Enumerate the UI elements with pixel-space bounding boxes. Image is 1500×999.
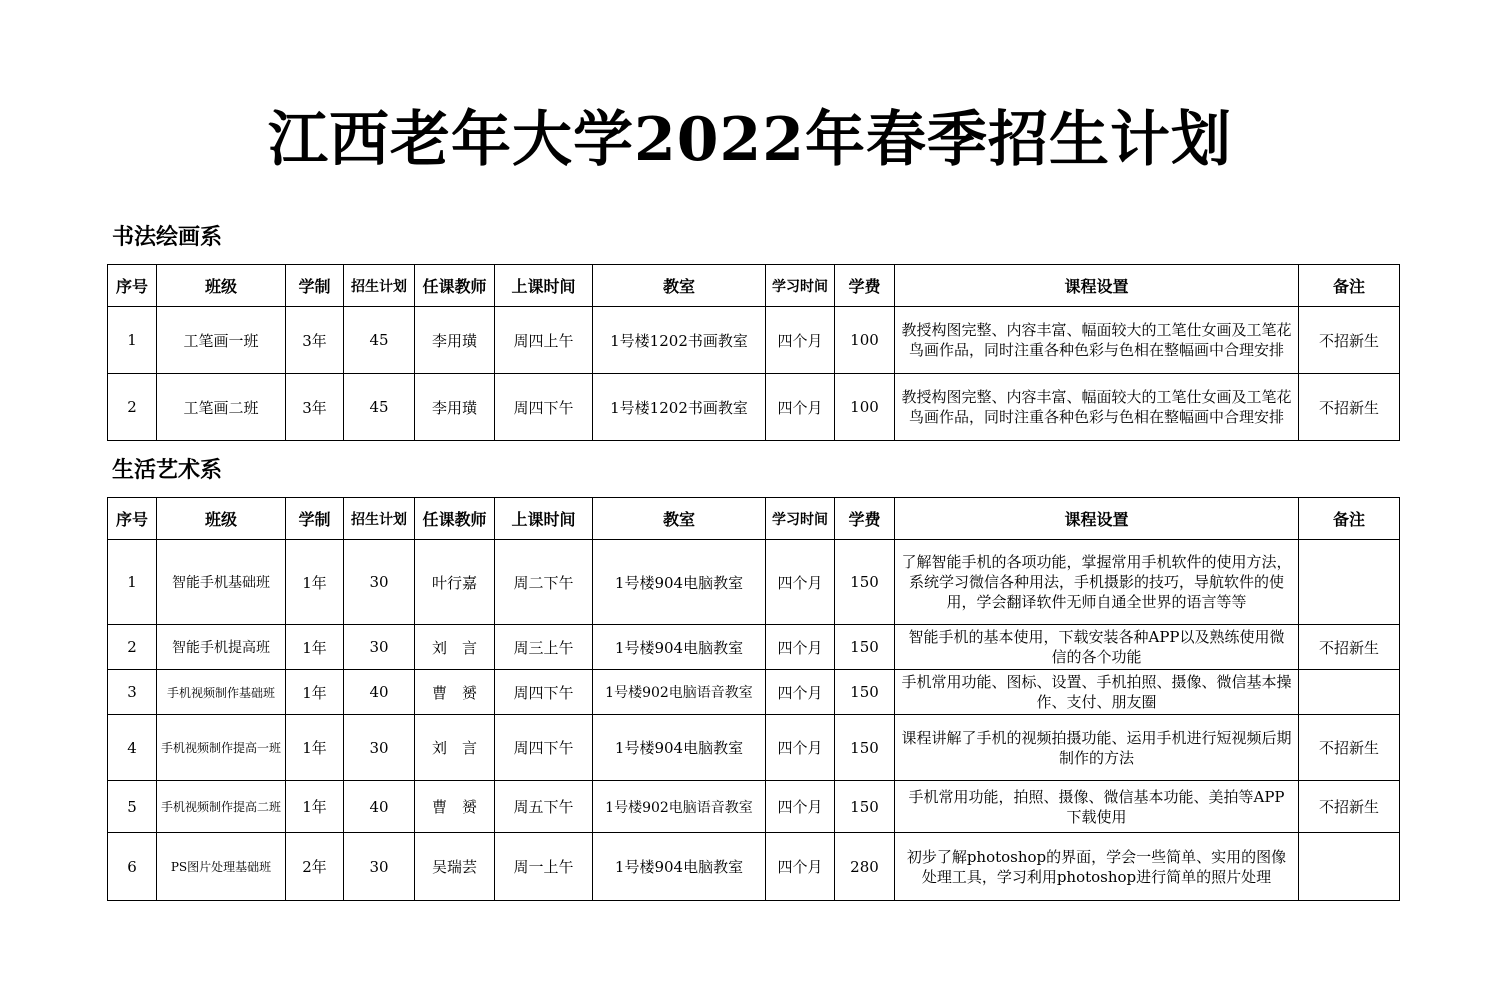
cell-time: 周二下午: [495, 540, 593, 625]
cell-teacher: 李用璜: [415, 374, 495, 441]
cell-room: 1号楼904电脑教室: [593, 833, 766, 901]
header-note: 备注: [1299, 265, 1400, 307]
life-art-table: [107, 497, 1400, 901]
cell-no: 6: [108, 833, 157, 901]
cell-plan: 40: [344, 781, 415, 833]
header-course: 课程设置: [895, 265, 1299, 307]
table-row: [108, 307, 1400, 374]
header-no: 序号: [108, 265, 157, 307]
header-room: 教室: [593, 265, 766, 307]
cell-class: PS图片处理基础班: [157, 833, 286, 901]
cell-teacher: 李用璜: [415, 307, 495, 374]
cell-time: 周四下午: [495, 374, 593, 441]
cell-duration: 四个月: [766, 715, 835, 781]
header-room: 教室: [593, 498, 766, 540]
table-row: [108, 781, 1400, 833]
cell-course: 手机常用功能、图标、设置、手机拍照、摄像、微信基本操作、支付、朋友圈: [895, 670, 1299, 715]
cell-plan: 30: [344, 833, 415, 901]
cell-course: 智能手机的基本使用，下载安装各种APP以及熟练使用微信的各个功能: [895, 625, 1299, 670]
cell-fee: 150: [835, 781, 895, 833]
header-class: 班级: [157, 265, 286, 307]
cell-teacher: 吴瑞芸: [415, 833, 495, 901]
cell-plan: 30: [344, 625, 415, 670]
cell-note: 不招新生: [1299, 374, 1400, 441]
header-row: [108, 498, 1400, 540]
cell-fee: 150: [835, 670, 895, 715]
cell-years: 1年: [286, 540, 344, 625]
table-row: [108, 625, 1400, 670]
header-row: [108, 265, 1400, 307]
cell-fee: 280: [835, 833, 895, 901]
cell-years: 1年: [286, 670, 344, 715]
cell-course: 教授构图完整、内容丰富、幅面较大的工笔仕女画及工笔花鸟画作品，同时注重各种色彩与色相在整幅画中合理安排: [895, 307, 1299, 374]
cell-note: [1299, 833, 1400, 901]
cell-time: 周五下午: [495, 781, 593, 833]
page-title: 江西老年大学2022年春季招生计划: [268, 105, 1232, 175]
cell-class: 智能手机基础班: [157, 540, 286, 625]
header-class: 班级: [157, 498, 286, 540]
cell-years: 3年: [286, 307, 344, 374]
header-years: 学制: [286, 498, 344, 540]
cell-no: 4: [108, 715, 157, 781]
cell-teacher: 曹 赟: [415, 670, 495, 715]
cell-room: 1号楼904电脑教室: [593, 540, 766, 625]
header-note: 备注: [1299, 498, 1400, 540]
cell-no: 1: [108, 307, 157, 374]
table-row: [108, 540, 1400, 625]
cell-time: 周四下午: [495, 670, 593, 715]
cell-years: 1年: [286, 625, 344, 670]
header-years: 学制: [286, 265, 344, 307]
cell-fee: 150: [835, 625, 895, 670]
table-row: [108, 833, 1400, 901]
header-course: 课程设置: [895, 498, 1299, 540]
cell-room: 1号楼902电脑语音教室: [593, 670, 766, 715]
cell-years: 1年: [286, 781, 344, 833]
cell-teacher: 曹 赟: [415, 781, 495, 833]
cell-note: 不招新生: [1299, 781, 1400, 833]
header-plan: 招生计划: [344, 265, 415, 307]
cell-class: 手机视频制作基础班: [157, 670, 286, 715]
cell-no: 5: [108, 781, 157, 833]
cell-class: 手机视频制作提高一班: [157, 715, 286, 781]
cell-plan: 45: [344, 307, 415, 374]
header-time: 上课时间: [495, 498, 593, 540]
cell-plan: 40: [344, 670, 415, 715]
cell-fee: 150: [835, 540, 895, 625]
cell-course: 课程讲解了手机的视频拍摄功能、运用手机进行短视频后期制作的方法: [895, 715, 1299, 781]
header-duration: 学习时间: [766, 265, 835, 307]
cell-duration: 四个月: [766, 833, 835, 901]
cell-note: 不招新生: [1299, 307, 1400, 374]
section-title-calligraphy: 书法绘画系: [112, 224, 223, 250]
cell-teacher: 刘 言: [415, 715, 495, 781]
cell-note: 不招新生: [1299, 715, 1400, 781]
header-teacher: 任课教师: [415, 265, 495, 307]
cell-teacher: 叶行嘉: [415, 540, 495, 625]
cell-room: 1号楼904电脑教室: [593, 625, 766, 670]
cell-class: 手机视频制作提高二班: [157, 781, 286, 833]
cell-note: [1299, 540, 1400, 625]
cell-course: 教授构图完整、内容丰富、幅面较大的工笔仕女画及工笔花鸟画作品，同时注重各种色彩与色相在整幅画中合理安排: [895, 374, 1299, 441]
cell-duration: 四个月: [766, 540, 835, 625]
cell-room: 1号楼1202书画教室: [593, 374, 766, 441]
header-duration: 学习时间: [766, 498, 835, 540]
cell-course: 手机常用功能，拍照、摄像、微信基本功能、美拍等APP下载使用: [895, 781, 1299, 833]
cell-fee: 100: [835, 374, 895, 441]
header-teacher: 任课教师: [415, 498, 495, 540]
cell-duration: 四个月: [766, 625, 835, 670]
table-row: [108, 374, 1400, 441]
cell-time: 周一上午: [495, 833, 593, 901]
cell-years: 3年: [286, 374, 344, 441]
cell-no: 3: [108, 670, 157, 715]
cell-room: 1号楼904电脑教室: [593, 715, 766, 781]
cell-years: 1年: [286, 715, 344, 781]
cell-fee: 150: [835, 715, 895, 781]
cell-plan: 30: [344, 715, 415, 781]
section-title-life-art: 生活艺术系: [112, 457, 223, 483]
cell-plan: 30: [344, 540, 415, 625]
cell-fee: 100: [835, 307, 895, 374]
cell-room: 1号楼1202书画教室: [593, 307, 766, 374]
cell-years: 2年: [286, 833, 344, 901]
cell-time: 周四下午: [495, 715, 593, 781]
cell-no: 2: [108, 625, 157, 670]
cell-time: 周三上午: [495, 625, 593, 670]
cell-class: 智能手机提高班: [157, 625, 286, 670]
cell-course: 了解智能手机的各项功能，掌握常用手机软件的使用方法，系统学习微信各种用法，手机摄影的技巧，导航软件的使用，学会翻译软件无师自通全世界的语言等等: [895, 540, 1299, 625]
cell-note: [1299, 670, 1400, 715]
header-time: 上课时间: [495, 265, 593, 307]
table-row: [108, 715, 1400, 781]
cell-no: 2: [108, 374, 157, 441]
cell-plan: 45: [344, 374, 415, 441]
header-plan: 招生计划: [344, 498, 415, 540]
cell-note: 不招新生: [1299, 625, 1400, 670]
cell-course: 初步了解photoshop的界面，学会一些简单、实用的图像处理工具，学习利用photoshop进行简单的照片处理: [895, 833, 1299, 901]
header-fee: 学费: [835, 498, 895, 540]
cell-duration: 四个月: [766, 781, 835, 833]
table-row: [108, 670, 1400, 715]
header-no: 序号: [108, 498, 157, 540]
cell-duration: 四个月: [766, 374, 835, 441]
cell-duration: 四个月: [766, 670, 835, 715]
cell-no: 1: [108, 540, 157, 625]
calligraphy-table: [107, 264, 1400, 441]
header-fee: 学费: [835, 265, 895, 307]
cell-teacher: 刘 言: [415, 625, 495, 670]
cell-room: 1号楼902电脑语音教室: [593, 781, 766, 833]
cell-duration: 四个月: [766, 307, 835, 374]
cell-class: 工笔画一班: [157, 307, 286, 374]
cell-time: 周四上午: [495, 307, 593, 374]
cell-class: 工笔画二班: [157, 374, 286, 441]
